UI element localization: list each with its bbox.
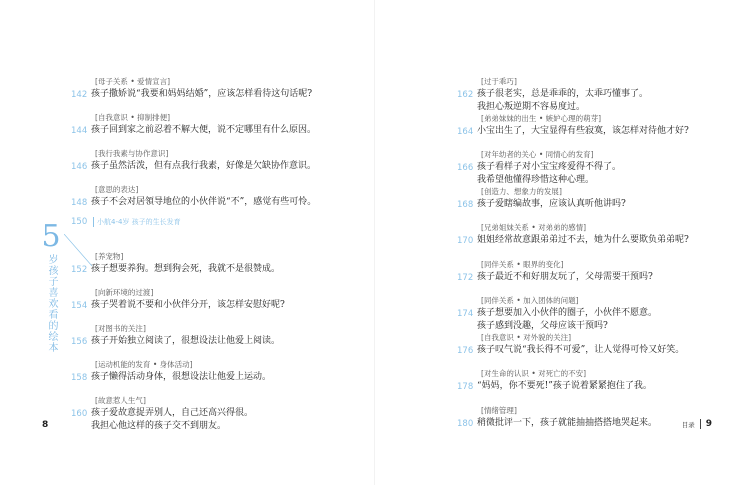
page-ref: 148 [71,198,88,208]
page-ref: 174 [457,309,474,319]
entry-tag: [ 故意惹人生气 ] [93,396,148,406]
entry-title: 孩子最近不和好朋友玩了，父母需要干预吗? [477,271,653,282]
toc-entry[interactable] [71,105,371,141]
page-ref: 180 [457,418,474,429]
toc-entry[interactable] [457,179,747,216]
entry-title: “妈妈，你不要死!”孩子说着紧紧抱住了我。 [477,381,652,391]
entry-title: 孩子很老实，总是乖乖的，太乖巧懂事了。 我担心叛逆期不容易度过。 [477,89,649,112]
toc-entry[interactable] [71,352,371,388]
entry-title: 孩子回到家之前忍着不解大便，说不定哪里有什么原因。 [91,125,317,135]
entry-tag: [ 过于乖巧 ] [479,77,519,87]
entry-title: 孩子看样子对小宝宝疼爱得不得了。 我希望他懂得珍惜这种心理。 [477,162,622,185]
entry-tag: [ 自我意识 • 抑制排便 ] [93,113,172,123]
page-ref: 154 [71,301,88,311]
toc-label: 目录 [681,420,695,429]
page-ref: 152 [71,265,88,275]
toc-entry[interactable] [457,69,747,112]
entry-tag: [ 自我意识 • 对外貌的关注 ] [479,333,573,343]
footer-divider [700,419,701,429]
page-ref: 162 [457,90,474,100]
toc-entry[interactable] [457,106,747,143]
toc-entry[interactable] [71,69,371,105]
entry-tag: [ 创造力、想象力的发展 ] [479,187,564,197]
entry-tag: [ 意思的表达 ] [93,185,140,195]
entry-title: 孩子哭着说不要和小伙伴分开，该怎样安慰好呢? [91,300,285,310]
entry-title: 孩子开始独立阅读了，很想设法让他爱上阅读。 [91,336,281,346]
page-ref: 142 [71,90,88,100]
page-ref: 156 [71,337,88,347]
toc-entry[interactable] [457,142,747,185]
page-ref: 172 [457,272,474,283]
entry-title: 孩子想要养狗。想到狗会死，我就不是很赞成。 [91,264,281,274]
entry-title: 孩子撒娇说“我要和妈妈结婚”，应该怎样看待这句话呢? [91,89,313,99]
entry-title: 孩子爱瞎编故事，应该认真听他讲吗? [477,198,626,209]
entry-title: 孩子叹气说“我长得不可爱”，让人觉得可怜又好笑。 [477,344,685,355]
toc-entry[interactable] [71,177,371,213]
toc-entry[interactable] [71,244,371,280]
entry-tag: [ 养宠物 ] [93,252,125,262]
page-ref: 158 [71,373,88,383]
right-page [375,0,750,485]
toc-entry[interactable] [457,361,747,398]
entry-title: 孩子想要加入小伙伴的圈子，小伙伴不愿意。 孩子感到没趣，父母应该干预吗? [477,308,658,331]
entry-tag: [ 母子关系 • 爱情宣言 ] [93,77,172,87]
page-ref: 168 [457,199,474,210]
entry-tag: [ 向新环境的过渡 ] [93,288,155,298]
toc-entry[interactable] [71,280,371,316]
page-ref: 146 [71,162,88,172]
page-ref: 164 [457,126,474,137]
page-ref: 166 [457,163,474,173]
toc-group-2 [71,244,371,431]
page-ref: 144 [71,126,88,136]
entry-title: 孩子爱故意捉弄别人，自己还高兴得很。 我担心他这样的孩子交不到朋友。 [91,408,254,431]
toc-entry[interactable] [71,388,371,431]
entry-tag: [ 对年幼者的关心 • 同情心的发育 ] [479,150,596,160]
entry-title: 孩子懒得活动身体，很想设法让他爱上运动。 [91,372,272,382]
age-development-entry[interactable] [71,215,371,228]
age-development-label: 小航4-4岁 孩子的生长发育 [93,217,181,227]
section-marker [36,219,66,353]
entry-tag: [ 运动机能的发育 • 身体活动 ] [93,360,195,370]
entry-tag: [ 对图书的关注 ] [93,324,148,334]
entry-tag: [ 我行我素与协作意识 ] [93,149,170,159]
entry-tag: [ 弟弟妹妹的出生 • 嫉妒心理的萌芽 ] [479,114,603,124]
toc-entry[interactable] [71,316,371,352]
entry-tag: [ 同伴关系 • 眼界的变化 ] [479,260,566,270]
page-number: 8 [42,420,49,430]
section-number: 5 [41,219,61,254]
entry-tag: [ 同伴关系 • 加入团体的问题 ] [479,296,581,306]
toc-group-1 [71,69,371,228]
entry-title: 姐姐经常故意跟弟弟过不去，她为什么要欺负弟弟呢? [477,235,689,245]
toc-entry[interactable] [457,252,747,289]
right-footer [682,419,712,429]
entry-tag: [ 情绪管理 ] [479,406,519,416]
toc-entry[interactable] [457,325,747,362]
entry-title: 小宝出生了，大宝显得有些寂寞，该怎样对待他才好? [477,125,689,136]
page-ref: 176 [457,345,474,356]
entry-title: 稍微批评一下，孩子就能抽抽搭搭地哭起来。 [477,417,658,428]
entry-tag: [ 兄弟姐妹关系 • 对弟弟的感情 ] [479,223,588,233]
entry-tag: [ 对生命的认识 • 对死亡的不安 ] [479,369,588,379]
entry-title: 孩子虽然活泼，但有点我行我素，好像是欠缺协作意识。 [91,161,317,171]
toc-entry[interactable] [457,215,747,252]
section-title: 岁孩子喜欢看的绘本 [46,254,57,353]
page-ref: 170 [457,236,474,246]
page-ref: 150 [71,217,88,227]
entry-title: 孩子不会对居領导地位的小伙伴说“不”，感觉有些可怜。 [91,197,317,207]
page-ref: 160 [71,409,88,419]
page-number: 9 [705,419,712,429]
toc-entry[interactable] [71,141,371,177]
page-ref: 178 [457,382,474,392]
toc-entry[interactable] [457,288,747,331]
toc-group-3 [457,69,747,434]
